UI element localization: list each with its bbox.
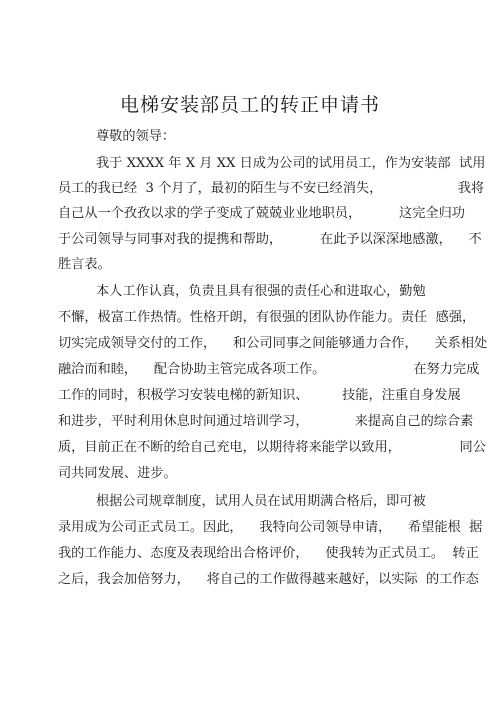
paragraph-2-line-3: 切实完成领导交付的工作， 和公司同事之间能够通力合作， 关系相处: [58, 336, 488, 351]
paragraph-3-line-1: 根据公司规章制度，试用人员在试用期满合格后，即可被: [96, 494, 426, 509]
document-title: 电梯安装部员工的转正申请书: [119, 94, 380, 116]
paragraph-2-line-4: 融洽而和睦， 配合协助主管完成各项工作。 在努力完成: [58, 362, 480, 377]
paragraph-1-line-3: 自己从一个孜孜以求的学子变成了兢兢业业地职员， 这完全归功: [58, 206, 465, 221]
paragraph-2-line-1: 本人工作认真，负责且具有很强的责任心和进取心，勤勉: [96, 284, 426, 299]
paragraph-1-line-1: 我于 XXXX 年 X 月 XX 日成为公司的试用员工，作为安装部 试用: [96, 156, 486, 171]
paragraph-2-line-6: 和进步，平时利用休息时间通过培训学习， 来提高自己的综合素: [58, 414, 474, 429]
paragraph-1-line-5: 胜言表。: [58, 257, 111, 272]
paragraph-1-line-4: 于公司领导与同事对我的提携和帮助， 在此予以深深地感激， 不: [58, 232, 482, 247]
paragraph-3-line-3: 我的工作能力、态度及表现给出合格评价， 使我转为正式员工。 转正: [58, 546, 479, 561]
paragraph-2-line-7: 质，目前正在不断的给自己充电，以期待将来能学以致用， 同公: [58, 440, 486, 455]
paragraph-3-line-2: 录用成为公司正式员工。因此， 我特向公司领导申请， 希望能根 据: [58, 520, 483, 535]
paragraph-2-line-5: 工作的同时，积极学习安装电梯的新知识、 技能，注重自身发展: [58, 388, 461, 403]
salutation: 尊敬的领导：: [96, 129, 176, 144]
paragraph-2-line-2: 不懈，极富工作热情。性格开朗，有很强的团队协作能力。责任 感强，: [58, 310, 476, 325]
paragraph-1-line-2: 员工的我已经 3 个月了，最初的陌生与不安已经消失， 我将: [58, 181, 485, 196]
paragraph-2-line-8: 司共同发展、进步。: [58, 466, 177, 481]
paragraph-3-line-4: 之后，我会加倍努力， 将自己的工作做得越来越好，以实际 的工作态: [58, 572, 479, 587]
